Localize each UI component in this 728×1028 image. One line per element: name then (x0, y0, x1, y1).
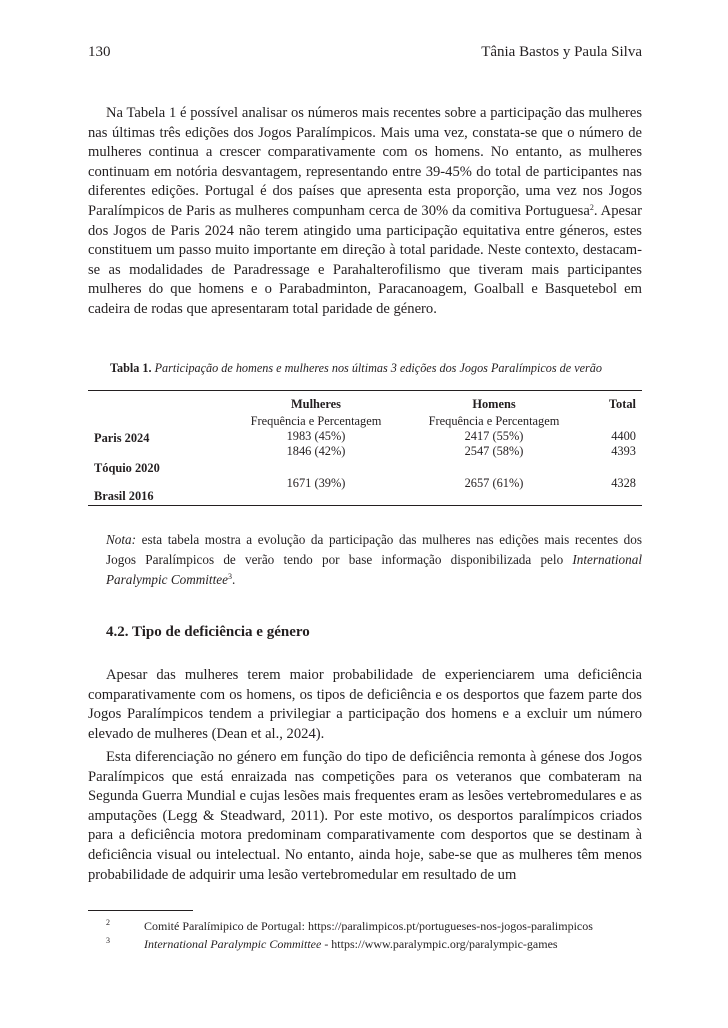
col-header-total: Total (608, 397, 636, 411)
cell-total: 4328 (611, 476, 636, 490)
row-label: Paris 2024 (94, 431, 150, 445)
cell-men: 2417 (55%) (464, 429, 524, 443)
note-label: Nota: (106, 532, 137, 547)
table-note (106, 530, 642, 590)
table-description: Participação de homens e mulheres nos últimas 3 edições dos Jogos Paralímpicos de verão (154, 361, 602, 375)
note-end: . (231, 572, 236, 587)
page-number: 130 (88, 44, 111, 60)
paragraph-1 (88, 104, 642, 320)
table-caption (110, 360, 642, 376)
paragraph-1-text-b: . Apesar dos Jogos de Paris 2024 não terem atingido uma participação equitativa entre géneros, estes constituem um passo muito importante em direção à total paridade. Neste contexto, destacam-se as modalidades de Paradressage e Parahalterofilismo que tiveram mais participantes mulheres do que homens e o Parabadminton, Paracanoagem, Goalball e Basquetebol em cadeira de rodas que apresentaram total paridade de género. (88, 202, 642, 317)
subheader-women: Frequência e Percentagem (250, 414, 382, 428)
footnote-url: - https://www.paralympic.org/paralympic-games (321, 937, 558, 951)
cell-women: 1671 (39%) (286, 476, 346, 490)
footnote-rule (88, 910, 193, 911)
paragraph-2: Apesar das mulheres terem maior probabilidade de experienciarem uma deficiência comparativamente com os homens, os tipos de deficiência e os desportos que fazem parte dos Jogos Paralímpicos tendem a privilegiar a participação dos homens e a excluir um número elevado de mulheres (Dean et al., 2024). (88, 667, 642, 742)
row-label: Brasil 2016 (94, 489, 154, 503)
footnote-ref-2[interactable]: 2 (589, 202, 594, 212)
cell-men: 2657 (61%) (464, 476, 524, 490)
footnote-text[interactable]: Comité Paralímipico de Portugal: https://paralimpicos.pt/portugueses-nos-jogos-paralimpicos (144, 919, 593, 933)
note-source: International Paralympic Committee (106, 552, 642, 587)
paragraph-1-text-a: Na Tabela 1 é possível analisar os números mais recentes sobre a participação das mulheres nas últimas três edições dos Jogos Paralímpicos. Mais uma vez, constata-se que o número de mulheres continua a crescer comparativamente com os homens. No entanto, as mulheres continuam em notória desvantagem, representando entre 39-45% do total de participantes nas diferentes edições. Portugal é dos países que apresenta esta proporção, uma vez nos Jogos Paralímpicos de Paris as mulheres compunham cerca de 30% da comitiva Portuguesa (88, 105, 642, 219)
cell-men: 2547 (58%) (464, 444, 524, 458)
paragraph-3: Esta diferenciação no género em função do tipo de deficiência remonta à génese dos Jogos Paralímpicos que está enraizada nas competições para os veteranos que combateram na Segunda Guerra Mundial e cujas lesões mais frequentes eram as lesões vertebromedulares e as amputações (Legg & Steadward, 2011). Por este motivo, os desportos paralímpicos criados para a deficiência motora predominam comparativamente com desportos que se destinam à deficiência visual ou intelectual. No entanto, ainda hoje, sabe-se que as mulheres têm menos probabilidade de adquirir uma lesão vertebromedular em resultado de um (88, 749, 642, 883)
table-bottom-rule (88, 505, 642, 506)
cell-total: 4400 (611, 429, 636, 443)
running-header (88, 44, 642, 61)
cell-women: 1983 (45%) (286, 429, 346, 443)
footnote-text[interactable] (144, 936, 558, 952)
footnote-ref-3[interactable]: 3 (227, 572, 232, 581)
footnote-italic-lead: International Paralympic Committee (144, 937, 322, 951)
table-label: Tabla 1. (110, 361, 152, 375)
running-header-authors: Tânia Bastos y Paula Silva (481, 44, 642, 60)
footnote-number: 3 (106, 936, 110, 945)
table-top-rule (88, 390, 642, 391)
section-heading: 4.2. Tipo de deficiência e género (106, 624, 310, 640)
col-header-men: Homens (472, 397, 516, 411)
cell-women: 1846 (42%) (286, 444, 346, 458)
col-header-women: Mulheres (290, 397, 342, 411)
row-label: Tóquio 2020 (94, 461, 160, 475)
footnote-number: 2 (106, 918, 110, 927)
cell-total: 4393 (611, 444, 636, 458)
note-text: esta tabela mostra a evolução da participação das mulheres nas edições mais recentes dos Jogos Paralímpicos de verão tendo por base informação disponibilizada pelo (106, 532, 642, 567)
subheader-men: Frequência e Percentagem (428, 414, 560, 428)
